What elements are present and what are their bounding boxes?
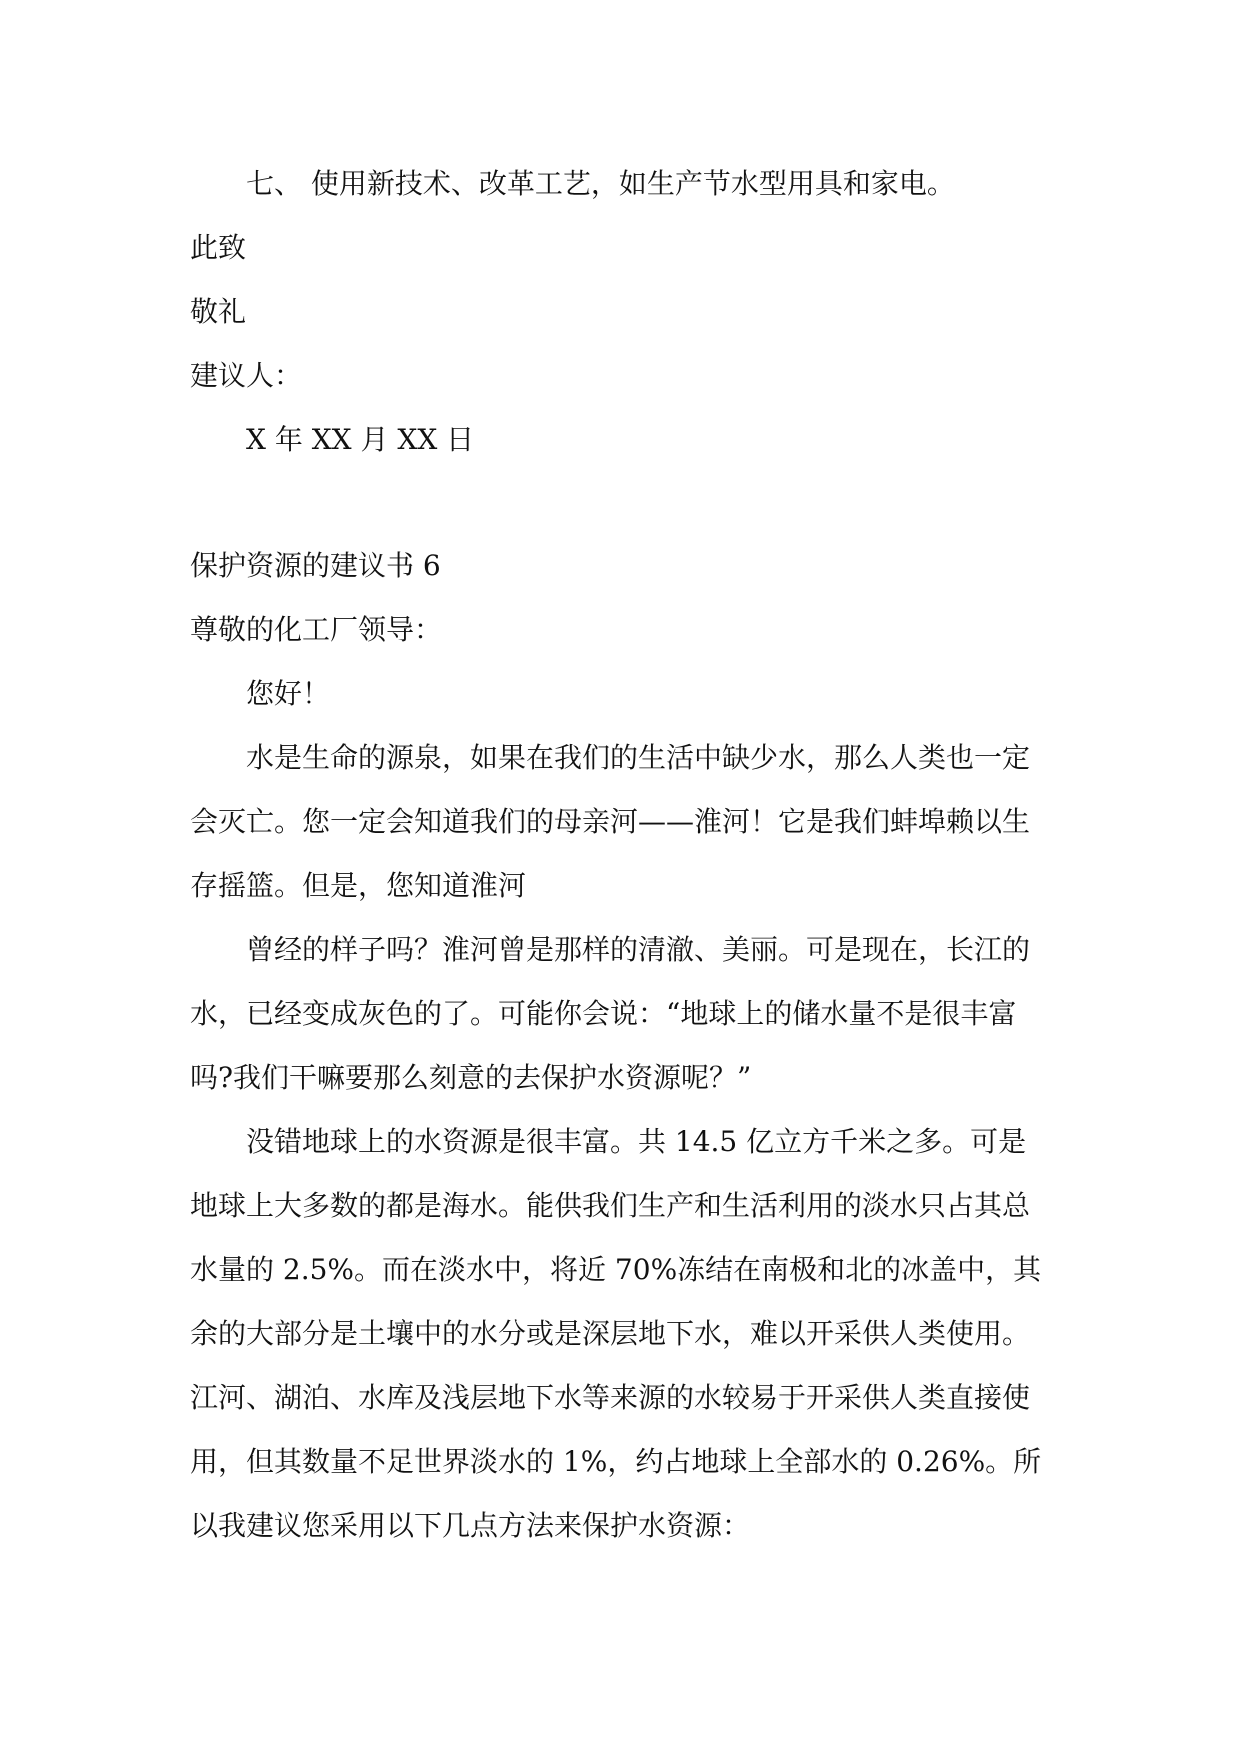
date-line: X 年 XX 月 XX 日 — [246, 423, 475, 456]
proposer-label: 建议人： — [190, 359, 303, 392]
closing-regards: 敬礼 — [190, 295, 247, 328]
greeting: 您好！ — [246, 677, 331, 710]
paragraph-line: 曾经的样子吗？淮河曾是那样的清澈、美丽。可是现在，长江的 — [246, 933, 1031, 966]
section-title: 保护资源的建议书 6 — [190, 549, 441, 582]
paragraph-line: 水，已经变成灰色的了。可能你会说：“地球上的储水量不是很丰富 — [190, 997, 1017, 1030]
paragraph-line: 没错地球上的水资源是很丰富。共 14.5 亿立方千米之多。可是 — [246, 1125, 1027, 1158]
paragraph-line: 会灭亡。您一定会知道我们的母亲河——淮河！它是我们蚌埠赖以生 — [190, 805, 1031, 838]
paragraph-line: 地球上大多数的都是海水。能供我们生产和生活利用的淡水只占其总 — [190, 1189, 1031, 1222]
paragraph-line: 余的大部分是土壤中的水分或是深层地下水，难以开采供人类使用。 — [190, 1317, 1031, 1350]
paragraph-line: 水是生命的源泉，如果在我们的生活中缺少水，那么人类也一定 — [246, 741, 1031, 774]
list-item-seven: 七、 使用新技术、改革工艺，如生产节水型用具和家电。 — [246, 167, 955, 200]
paragraph-line: 以我建议您采用以下几点方法来保护水资源： — [190, 1509, 751, 1542]
paragraph-line: 水量的 2.5%。而在淡水中，将近 70%冻结在南极和北的冰盖中，其 — [190, 1253, 1042, 1286]
salutation: 尊敬的化工厂领导： — [190, 613, 443, 646]
paragraph-line: 吗?我们干嘛要那么刻意的去保护水资源呢？” — [190, 1061, 752, 1094]
paragraph-line: 存摇篮。但是，您知道淮河 — [190, 869, 527, 902]
paragraph-line: 用，但其数量不足世界淡水的 1%，约占地球上全部水的 0.26%。所 — [190, 1445, 1042, 1478]
closing-salutation: 此致 — [190, 231, 247, 264]
paragraph-line: 江河、湖泊、水库及浅层地下水等来源的水较易于开采供人类直接使 — [190, 1381, 1031, 1414]
